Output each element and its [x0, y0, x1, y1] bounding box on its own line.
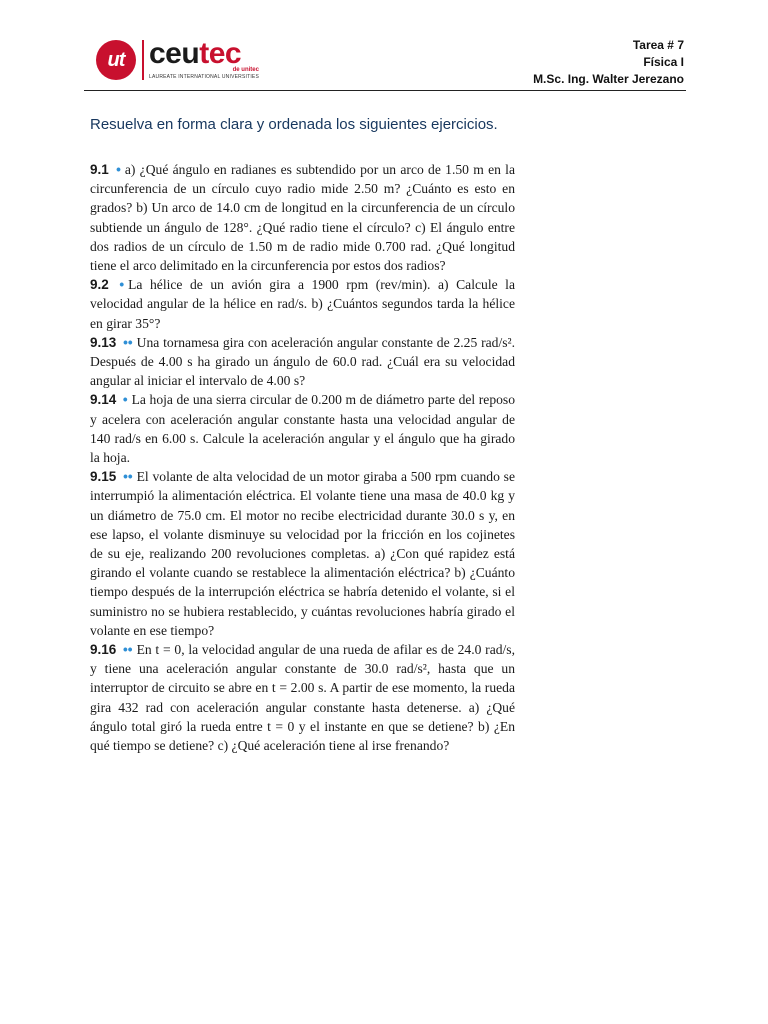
exercise-number: 9.13	[90, 334, 117, 350]
exercise-item	[90, 333, 515, 391]
assignment-title: Tarea # 7	[632, 38, 684, 52]
difficulty-dots: ••	[123, 334, 133, 350]
exercise-text: El volante de alta velocidad de un motor giraba a 500 rpm cuando se interrumpió la alimentación eléctrica. El volante tiene una masa de 40.0 kg y un diámetro de 75.0 cm. El motor no recibe electricidad durante 30.0 s y, en ese lapso, el volante disminuye su velocidad por la fricción en los cojinetes de su eje, realizando 200 revoluciones completas. a) ¿Con qué rapidez está girando el volante cuando se restablece la alimentación eléctrica? b) ¿Cuánto tiempo después de la interrupción eléctrica se habría detenido el volante, si el suministro no se hubiera restablecido, y cuántas revoluciones habría girado el volante en ese tiempo?	[90, 469, 515, 638]
exercise-text: La hoja de una sierra circular de 0.200 m de diámetro parte del reposo y acelera con aceleración angular constante hasta una velocidad angular de 140 rad/s en 6.00 s. Calcule la aceleración angular y el ángulo que ha girado la hoja.	[90, 392, 515, 466]
logo-mark-icon: ut	[96, 40, 136, 80]
exercise-number: 9.2	[90, 277, 109, 293]
difficulty-dots: ••	[123, 469, 133, 485]
exercise-number: 9.15	[90, 469, 117, 485]
exercise-item	[90, 640, 515, 755]
exercise-number: 9.14	[90, 392, 117, 408]
difficulty-dots: ••	[123, 642, 133, 658]
exercise-item	[90, 275, 515, 333]
exercise-number: 9.16	[90, 642, 117, 658]
logo-text	[149, 36, 259, 80]
exercise-item	[90, 390, 515, 467]
logo-subtitle: de unitec	[232, 66, 259, 73]
logo-tagline: LAUREATE INTERNATIONAL UNIVERSITIES	[149, 73, 259, 80]
logo-word-main: ceu	[149, 36, 200, 70]
assignment-info	[533, 37, 684, 88]
header-divider	[84, 90, 686, 91]
difficulty-dots: •	[116, 162, 121, 177]
exercise-item	[90, 160, 515, 275]
ceutec-logo	[96, 36, 259, 80]
logo-divider	[142, 40, 144, 80]
exercise-number: 9.1	[90, 162, 109, 177]
instructor-name: M.Sc. Ing. Walter Jerezano	[533, 72, 684, 86]
difficulty-dots: •	[119, 277, 125, 293]
exercise-text: a) ¿Qué ángulo en radianes es subtendido por un arco de 1.50 m en la circunferencia de un círculo cuyo radio mide 2.50 m? ¿Cuánto es esto en grados? b) Un arco de 14.0 cm de longitud en la circunferencia de un círculo subtiende un ángulo de 128°. ¿Qué radio tiene el círculo? c) El ángulo entre dos radios de un círculo de 1.50 m de radio mide 0.700 rad. ¿Qué longitud tiene el arco delimitado en la circunferencia por estos dos radios?	[90, 162, 515, 274]
exercise-text: En t = 0, la velocidad angular de una rueda de afilar es de 24.0 rad/s, y tiene una aceleración angular constante de 30.0 rad/s², hasta que un interruptor de circuito se abre en t = 2.00 s. A partir de ese momento, la rueda gira 432 rad con aceleración angular constante hasta detenerse. a) ¿Qué ángulo total giró la rueda entre t = 0 y el instante en que se detiene? b) ¿En qué tiempo se detiene? c) ¿Qué aceleración tiene al irse frenando?	[90, 642, 515, 754]
exercise-text: Una tornamesa gira con aceleración angular constante de 2.25 rad/s². Después de 4.00 s ha girado un ángulo de 60.0 rad. ¿Cuál era su velocidad angular al iniciar el intervalo de 4.00 s?	[90, 334, 515, 389]
course-name: Física I	[643, 55, 684, 69]
exercise-list	[90, 160, 515, 755]
page-header	[0, 0, 768, 100]
exercise-item	[90, 467, 515, 640]
logo-word-accent: tec	[199, 36, 242, 70]
instruction-text: Resuelva en forma clara y ordenada los siguientes ejercicios.	[90, 116, 498, 133]
exercise-text: La hélice de un avión gira a 1900 rpm (rev/min). a) Calcule la velocidad angular de la hélice en rad/s. b) ¿Cuántos segundos tarda la hélice en girar 35°?	[90, 277, 515, 331]
difficulty-dots: •	[122, 392, 128, 408]
